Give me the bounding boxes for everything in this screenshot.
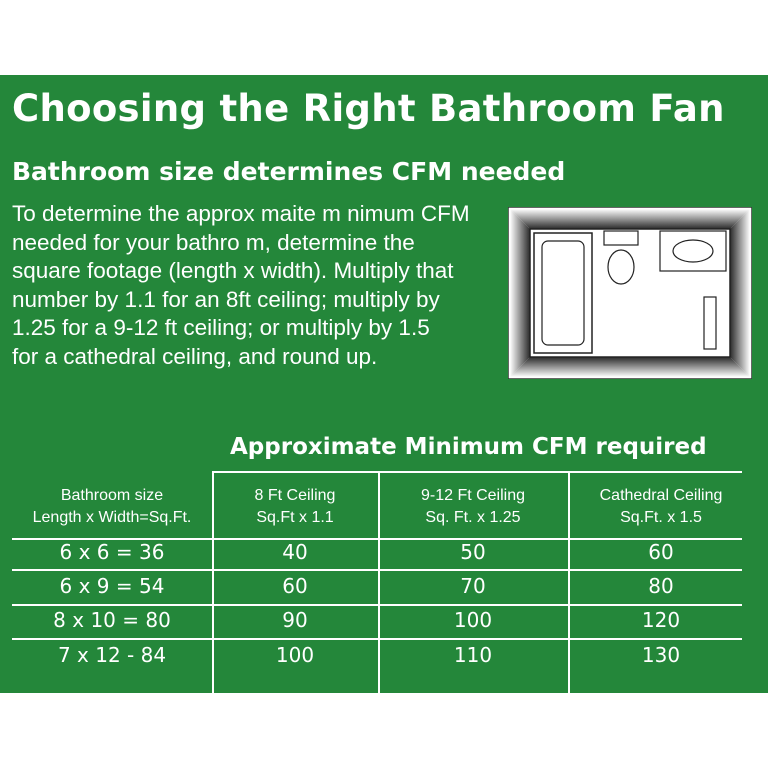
info-panel bbox=[0, 75, 768, 693]
bathroom-size-cell: 6 x 9 = 54 bbox=[59, 574, 165, 598]
bathroom-size-cell: 6 x 6 = 36 bbox=[59, 540, 165, 564]
table-divider bbox=[212, 471, 742, 473]
cfm-cell: 90 bbox=[282, 608, 308, 632]
table-header bbox=[568, 485, 754, 529]
header-line: Sq.Ft. x 1.5 bbox=[620, 509, 702, 526]
header-line: 9-12 Ft Ceiling bbox=[420, 487, 526, 504]
table-header bbox=[12, 485, 212, 529]
bathroom-size-cell: 7 x 12 - 84 bbox=[57, 643, 167, 667]
paragraph-line: 1.25 for a 9-12 ft ceiling; or multiply by 1.5 bbox=[12, 315, 430, 340]
paragraph-line: number by 1.1 for an 8ft ceiling; multiply by bbox=[12, 286, 440, 312]
cfm-cell: 80 bbox=[648, 574, 674, 598]
table-header bbox=[378, 485, 568, 529]
header-line: Bathroom size bbox=[60, 487, 164, 504]
table-title: Approximate Minimum CFM required bbox=[230, 434, 707, 460]
header-line: Length x Width=Sq.Ft. bbox=[32, 509, 192, 526]
header-line: 8 Ft Ceiling bbox=[254, 487, 336, 504]
bathroom-size-cell: 8 x 10 = 80 bbox=[53, 608, 171, 632]
cfm-cell: 100 bbox=[453, 608, 493, 632]
header-line: Sq.Ft x 1.1 bbox=[256, 509, 334, 526]
paragraph-line: To determine the approx maite m nimum CFM bbox=[12, 201, 470, 226]
paragraph-line: needed for your bathro m, determine the bbox=[12, 229, 415, 255]
cfm-cell: 40 bbox=[282, 540, 308, 564]
cfm-cell: 110 bbox=[453, 643, 493, 667]
cfm-cell: 120 bbox=[641, 608, 681, 632]
cfm-cell: 50 bbox=[460, 540, 486, 564]
paragraph-line: for a cathedral ceiling, and round up. bbox=[12, 343, 378, 369]
paragraph-line: square footage (length x width). Multiply that bbox=[12, 258, 454, 283]
cfm-cell: 100 bbox=[275, 643, 315, 667]
cfm-cell: 60 bbox=[648, 540, 674, 564]
instructions-paragraph bbox=[12, 200, 502, 371]
table-header bbox=[212, 485, 378, 529]
cfm-cell: 60 bbox=[282, 574, 308, 598]
section-subtitle: Bathroom size determines CFM needed bbox=[12, 157, 566, 186]
cfm-cell: 70 bbox=[460, 574, 486, 598]
page-title: Choosing the Right Bathroom Fan bbox=[12, 87, 725, 130]
header-line: Sq. Ft. x 1.25 bbox=[425, 509, 521, 526]
cfm-cell: 130 bbox=[641, 643, 681, 667]
header-line: Cathedral Ceiling bbox=[599, 487, 723, 504]
bathroom-floor-plan-icon bbox=[508, 207, 752, 379]
